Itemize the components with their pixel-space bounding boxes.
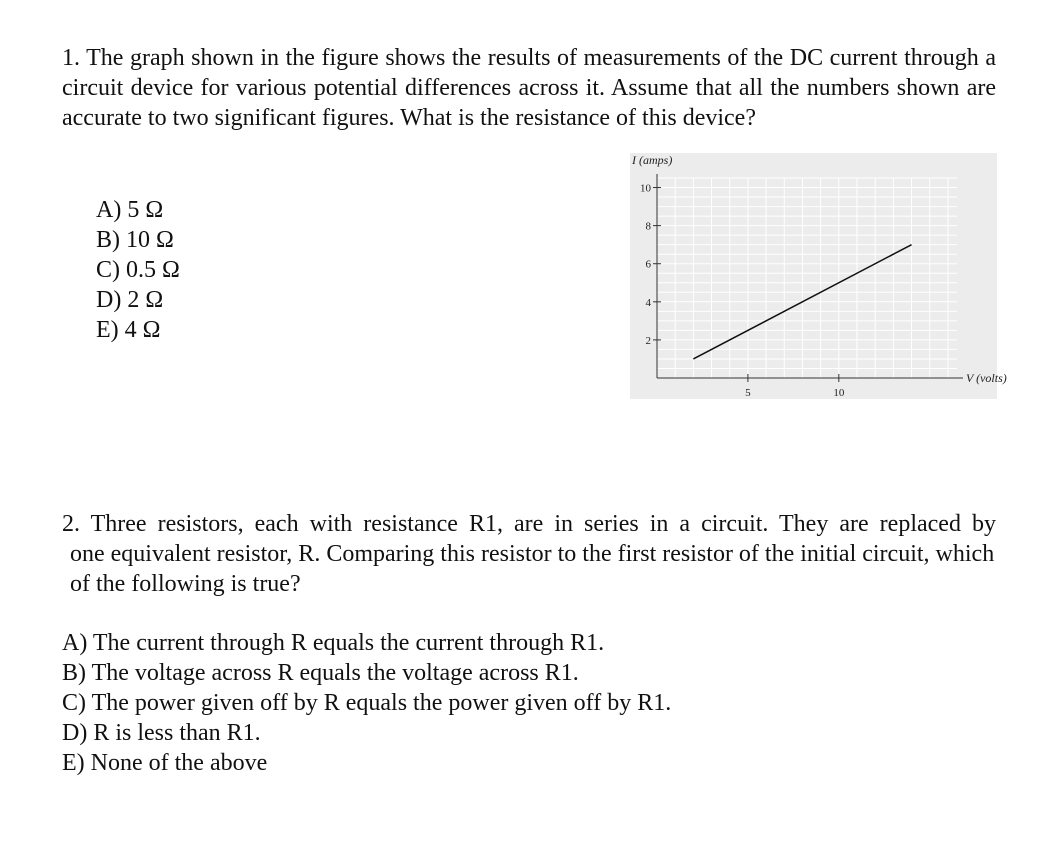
y-tick-label: 10 [640,182,651,195]
question-2-option-b: B) The voltage across R equals the voltage across R1. [62,660,579,686]
question-1-text: 1. The graph shown in the figure shows the results of measurements of the DC current through a circuit device for various potential differences across it. Assume that all the numbers shown are accurate to two significant figures. What is the resistance of this device? [62,45,996,131]
iv-graph-svg [630,153,1007,399]
x-tick-label: 10 [833,387,845,399]
x-axis-label: V (volts) [966,371,1007,385]
question-1-option-b: B) 10 Ω [96,227,174,253]
question-2-option-c: C) The power given off by R equals the power given off by R1. [62,690,672,716]
question-2-option-d: D) R is less than R1. [62,720,261,746]
y-tick-label: 4 [645,296,651,309]
question-2-option-e: E) None of the above [62,750,268,776]
chart-axes [640,174,963,399]
question-2-options [62,628,671,778]
question-1-option-e: E) 4 Ω [96,317,161,343]
question-2-text-line-1: 2. Three resistors, each with resistance R1, are in series in a circuit. They are replaced by [62,511,996,537]
chart-grid [657,178,957,378]
y-tick-label: 8 [645,220,651,233]
x-tick-label: 5 [745,387,751,399]
question-1-option-c: C) 0.5 Ω [96,257,180,283]
question-1-options [96,195,180,345]
y-tick-label: 2 [645,334,651,347]
y-tick-label: 6 [645,258,651,271]
question-1-option-a: A) 5 Ω [96,197,164,223]
question-2-text-rest: one equivalent resistor, R. Comparing this resistor to the first resistor of the initial circuit, which of the following is true? [70,541,995,597]
question-2-text [62,509,996,599]
question-1-option-d: D) 2 Ω [96,287,164,313]
y-axis-label: I (amps) [632,153,673,167]
iv-graph [630,153,1007,399]
question-2-option-a: A) The current through R equals the current through R1. [62,630,605,656]
